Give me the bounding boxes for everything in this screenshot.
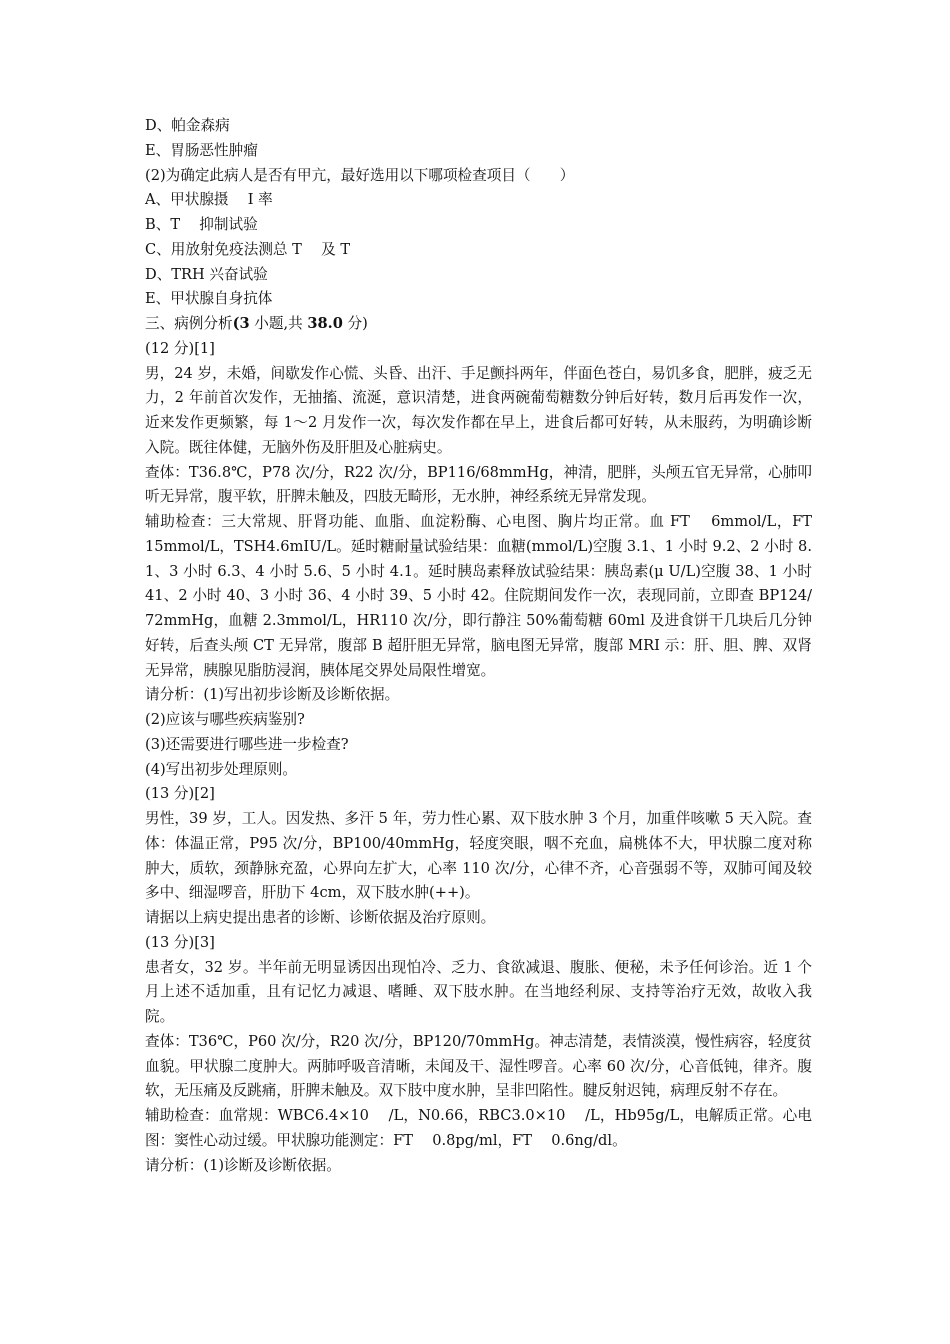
case-1-history: 男，24 岁，未婚，间歇发作心慌、头昏、出汗、手足颤抖两年，伴面色苍白，易饥多食，肥胖，疲乏无力，2 年前首次发作，无抽搐、流涎，意识清楚，进食两碗葡萄糖数分钟后好转，数月后再发作一次，近来发作更频繁，每 1～2 月发作一次，每次发作都在早上，进食后都可好转，从未服药，为明确诊断入院。既往体健，无脑外伤及肝胆及心脏病史。 — [145, 364, 812, 456]
case-2-history: 男性，39 岁，工人。因发热、多汗 5 年，劳力性心累、双下肢水肿 3 个月，加重伴咳嗽 5 天入院。查体：体温正常，P95 次/分，BP100/40mmHg，轻度突眼，咽不充血，扁桃体不大，甲状腺二度对称肿大，质软，颈静脉充盈，心界向左扩大，心率 110 次/分，心律不齐，心音强弱不等，双肺可闻及较多中、细湿啰音，肝肋下 4cm，双下肢水肿(++)。 — [145, 810, 812, 902]
question-2-option-e: E、甲状腺自身抗体 — [145, 290, 273, 308]
case-3-score: (13 分)[3] — [145, 933, 215, 951]
case-1-aux: 辅助检查：三大常规、肝肾功能、血脂、血淀粉酶、心电图、胸片均正常。血 FT 6mmol/L，FT 15mmol/L，TSH4.6mIU/L。延时糖耐量试验结果：血糖(mmol/L)空腹 3.1、1 小时 9.2、2 小时 8.1、3 小时 6.3、4 小时 5.6、5 小时 4.1。延时胰岛素释放试验结果：胰岛素(μ U/L)空腹 38、1 小时 41、2 小时 40、3 小时 36、4 小时 39、5 小时 42。住院期间发作一次，表现同前，立即查 BP124/72mmHg，血糖 2.3mmol/L，HR110 次/分，即行静注 50%葡萄糖 60ml 及进食饼干几块后几分钟好转，后查头颅 CT 无异常，腹部 B 超肝胆无异常，脑电图无异常，腹部 MRI 示：肝、胆、脾、双肾无异常，胰腺见脂肪浸润，胰体尾交界处局限性增宽。 — [145, 513, 832, 679]
case-3-exam: 查体：T36℃，P60 次/分，R20 次/分，BP120/70mmHg。神志清楚，表情淡漠，慢性病容，轻度贫血貌。甲状腺二度肿大。两肺呼吸音清晰，未闻及干、湿性啰音。心率 60 次/分，心音低钝，律齐。腹软，无压痛及反跳痛，肝脾未触及。双下肢中度水肿，呈非凹陷性。腱反射迟钝，病理反射不存在。 — [145, 1032, 812, 1100]
option-d-parkinson: D、帕金森病 — [145, 117, 230, 134]
section-heading-mid: 小题,共 — [249, 315, 308, 332]
case-1-question-3: (3)还需要进行哪些进一步检查? — [145, 735, 349, 753]
question-2-stem: (2)为确定此病人是否有甲亢，最好选用以下哪项检查项目（ ） — [145, 166, 575, 184]
section-heading — [145, 312, 812, 337]
question-2-option-d: D、TRH 兴奋试验 — [145, 265, 268, 283]
case-1-question-2: (2)应该与哪些疾病鉴别? — [145, 711, 305, 728]
case-1-question-1: 请分析：(1)写出初步诊断及诊断依据。 — [145, 686, 400, 704]
case-3-question: 请分析：(1)诊断及诊断依据。 — [145, 1156, 341, 1174]
option-e-gi-tumor: E、胃肠恶性肿瘤 — [145, 141, 258, 159]
case-1-question-4: (4)写出初步处理原则。 — [145, 760, 298, 778]
section-heading-suffix: 分) — [342, 315, 368, 332]
case-1-score: (12 分)[1] — [145, 339, 215, 357]
case-1-exam: 查体：T36.8℃，P78 次/分，R22 次/分，BP116/68mmHg，神清，肥胖，头颅五官无异常，心肺叩听无异常，腹平软，肝脾未触及，四肢无畸形，无水肿，神经系统无异常发现。 — [145, 463, 812, 506]
case-2-question: 请据以上病史提出患者的诊断、诊断依据及治疗原则。 — [145, 909, 496, 926]
case-3-aux: 辅助检查：血常规：WBC6.4×10 /L，N0.66，RBC3.0×10 /L，Hb95g/L，电解质正常。心电图：窦性心动过缓。甲状腺功能测定：FT 0.8pg/ml，FT 0.6ng/dl。 — [145, 1107, 812, 1149]
document-page — [145, 114, 832, 1178]
section-heading-count: (3 — [232, 315, 250, 332]
question-2-option-c: C、用放射免疫法测总 T 及 T — [145, 240, 351, 258]
question-2-option-b: B、T 抑制试验 — [145, 216, 258, 233]
case-2-score: (13 分)[2] — [145, 785, 215, 803]
question-2-option-a: A、甲状腺摄 I 率 — [145, 191, 273, 209]
case-3-history: 患者女，32 岁。半年前无明显诱因出现怕冷、乏力、食欲减退、腹胀、便秘，未予任何诊治。近 1 个月上述不适加重，且有记忆力减退、嗜睡、双下肢水肿。在当地经利尿、支持等治疗无效，故收入我院。 — [145, 958, 812, 1025]
section-heading-prefix: 三、病例分析 — [145, 315, 233, 332]
section-heading-points: 38.0 — [307, 315, 343, 332]
